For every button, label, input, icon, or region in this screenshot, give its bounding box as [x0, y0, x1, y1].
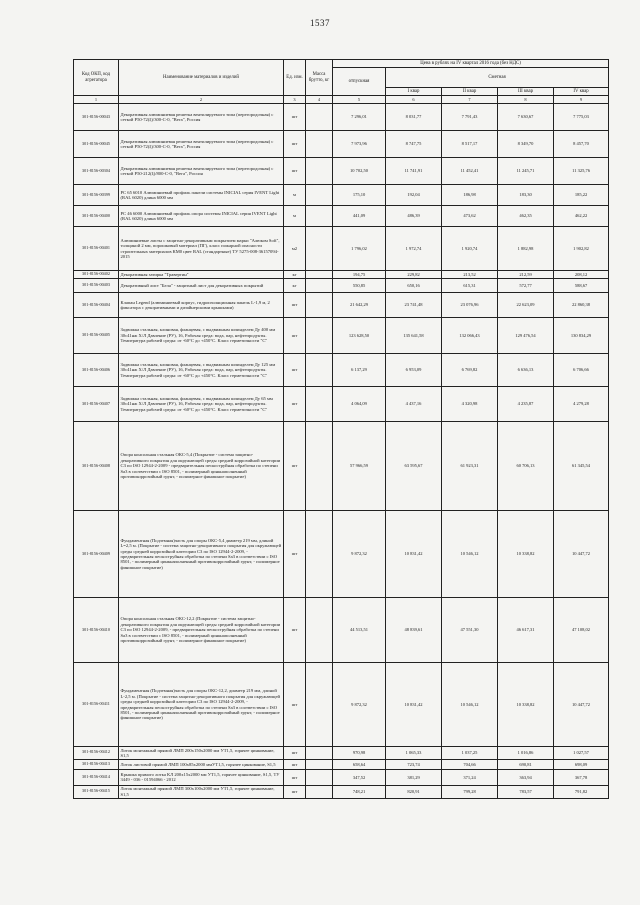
- row-unit: шт: [284, 785, 306, 798]
- row-unit: шт: [284, 354, 306, 387]
- row-price-q4: 208,12: [554, 271, 609, 279]
- header-estimate: Сметная: [386, 67, 609, 88]
- row-price-q2: 799,28: [442, 785, 498, 798]
- row-price-q2: 704,66: [442, 759, 498, 769]
- row-price-q4: 698,09: [554, 759, 609, 769]
- row-price-q1: 1 972,74: [386, 227, 442, 271]
- row-name: Опора консольная стальная ОКС-12,2 (Покрытие - система защитно-декоративного покрытия для окружающей среды средней коррозийной категории С3 по ISO 12944-2-2009, - предварительная пескоструйная обработка по степени Sa3 в соответствии с ISO 8501, - полимерный цинкнаполненный противокоррозийный грунт, - полимерное финишное покрытие): [119, 598, 284, 663]
- row-mass: [306, 422, 333, 511]
- column-index: 3: [284, 96, 306, 104]
- row-price-q3: 4 235,87: [498, 387, 554, 422]
- row-price-q1: 723,74: [386, 759, 442, 769]
- price-table: [73, 59, 609, 799]
- row-retail-price: 7 296,01: [333, 104, 386, 131]
- row-code: 301-8156-00399: [74, 185, 119, 206]
- row-price-q1: 6 953,09: [386, 354, 442, 387]
- table-row: [74, 206, 609, 227]
- row-retail-price: 123 628,50: [333, 318, 386, 354]
- row-mass: [306, 271, 333, 279]
- row-name: Алюминиевые листы с защитно-декоративным покрытием марки "Алюком Soft", толщиной 2 мм, порошковый материал (ПГ), класс пожарной опасности строительных материалов КМ0 цвет RAL (стандартные) ТУ 5275-008-36157094-2015: [119, 227, 284, 271]
- row-price-q2: 1 037,25: [442, 747, 498, 760]
- row-price-q3: 46 617,31: [498, 598, 554, 663]
- row-price-q4: 1 027,57: [554, 747, 609, 760]
- table-row: [74, 318, 609, 354]
- row-price-q1: 4 437,16: [386, 387, 442, 422]
- row-code: 301-8156-00402: [74, 271, 119, 279]
- column-index: 2: [119, 96, 284, 104]
- row-retail-price: 1 796,02: [333, 227, 386, 271]
- header-unit: Ед. изм.: [284, 60, 306, 96]
- row-price-q2: 23 076,96: [442, 293, 498, 318]
- row-name: Декоративная алюминиевая решетка вентилируемого типа (перегородочная) с сеткой Р50-72(ξ)/300-С-0, "Вега", Россия: [119, 131, 284, 158]
- row-mass: [306, 279, 333, 293]
- row-price-q1: 381,29: [386, 769, 442, 785]
- row-code: 301-8156-00408: [74, 422, 119, 511]
- row-price-q4: 61 345,54: [554, 422, 609, 511]
- row-price-q1: 650,16: [386, 279, 442, 293]
- row-price-q1: 23 741,48: [386, 293, 442, 318]
- row-retail-price: 57 966,59: [333, 422, 386, 511]
- row-price-q4: 10 447,72: [554, 663, 609, 747]
- row-mass: [306, 104, 333, 131]
- row-mass: [306, 598, 333, 663]
- row-mass: [306, 785, 333, 798]
- row-code: 301-8156-00409: [74, 511, 119, 598]
- table-row: [74, 131, 609, 158]
- row-price-q4: 8 457,70: [554, 131, 609, 158]
- row-code: 301-8156-00045: [74, 131, 119, 158]
- row-code: 301-8156-00406: [74, 354, 119, 387]
- column-index-row: [74, 96, 609, 104]
- column-index: 5: [333, 96, 386, 104]
- row-name: Декоративная затирка "Травертин": [119, 271, 284, 279]
- row-mass: [306, 293, 333, 318]
- row-name: Декоративный лист "Бела" - защитный лист для декоративных покрытий: [119, 279, 284, 293]
- row-unit: шт: [284, 769, 306, 785]
- row-code: 301-8156-00304: [74, 158, 119, 185]
- row-unit: кг: [284, 271, 306, 279]
- row-retail-price: 970,98: [333, 747, 386, 760]
- row-unit: шт: [284, 759, 306, 769]
- row-price-q3: 60 706,13: [498, 422, 554, 511]
- row-retail-price: 658,64: [333, 759, 386, 769]
- row-unit: кг: [284, 279, 306, 293]
- row-price-q3: 129 476,54: [498, 318, 554, 354]
- row-mass: [306, 511, 333, 598]
- row-code: 301-8156-00404: [74, 293, 119, 318]
- row-price-q2: 8 517,17: [442, 131, 498, 158]
- row-name: Задвижка стальная, клиновая, фланцевая, с выдвижным шпинделем Ду 65 мм 30с41нж Х/Л Давление (РУ), 16, Рабочая среда: вода, пар, нефтепродукты. Температура рабочей среды: от -60°С до +450°С. Класс герметичности "С": [119, 387, 284, 422]
- row-price-q3: 7 630,67: [498, 104, 554, 131]
- row-retail-price: 441,09: [333, 206, 386, 227]
- row-price-q3: 8 349,70: [498, 131, 554, 158]
- row-name: Фундаментная (Подземная)часть для опоры ОКС-5,4 диаметр 219 мм, длиной L=2,5 м. (Покрытие - система защитно-декоративного покрытия для окружающей среды средней коррозийной категории С3 по ISO 12944-2-2009, - предварительная пескоструйная обработка по степени Sa3 в соответствии с ISO 8501, - полимерный цинкнаполненный противокоррозийный грунт, - полимерное финишное покрытие): [119, 511, 284, 598]
- row-price-q4: 367,78: [554, 769, 609, 785]
- row-code: 301-8156-00410: [74, 598, 119, 663]
- column-index: 8: [498, 96, 554, 104]
- row-code: 301-8156-00415: [74, 785, 119, 798]
- row-name: Лоток монтажный прямой ЛМП 200х150х2000 мм УТ1,5, горячее цинкование, S1,5: [119, 747, 284, 760]
- header-price-group: Цена в рублях на IV квартал 2016 года (без НДС): [333, 60, 609, 68]
- row-mass: [306, 769, 333, 785]
- row-price-q4: 10 447,72: [554, 511, 609, 598]
- row-name: Декоративная алюминиевая решетка вентилируемого типа (перегородочная) с сеткой Р50-72(ξ)/300-С-0, "Вега", Россия: [119, 104, 284, 131]
- row-code: 301-8156-00401: [74, 227, 119, 271]
- row-price-q1: 8 747,75: [386, 131, 442, 158]
- row-name: Опора консольная стальная ОКС-5,4 (Покрытие - система защитно-декоративного покрытия для окружающей среды средней коррозийной категории С3 по ISO 12944-2-2009 - предварительная пескоструйная обработка по степени Sa3 в соответствии с ISO 8501, - полимерный цинкнаполненный противокоррозийный грунт, - полимерное финишное покрытие): [119, 422, 284, 511]
- row-price-q4: 22 860,38: [554, 293, 609, 318]
- row-price-q3: 462,35: [498, 206, 554, 227]
- row-price-q4: 7 775,03: [554, 104, 609, 131]
- row-price-q2: 47 551,30: [442, 598, 498, 663]
- table-row: [74, 104, 609, 131]
- row-price-q4: 6 706,66: [554, 354, 609, 387]
- row-price-q3: 10 338,82: [498, 663, 554, 747]
- row-name: Задвижка стальная, клиновая, фланцевая, с выдвижным шпинделем Ду 400 мм 30с41нж Х/Л Давление (РУ), 16, Рабочая среда: вода, пар, нефтепродукты. Температура рабочей среды: от -60°С до +450°С. Класс герметичности "С": [119, 318, 284, 354]
- table-row: [74, 158, 609, 185]
- row-retail-price: 194,75: [333, 271, 386, 279]
- row-price-q2: 7 791,43: [442, 104, 498, 131]
- row-price-q3: 6 636,13: [498, 354, 554, 387]
- row-price-q2: 4 320,98: [442, 387, 498, 422]
- column-index: 6: [386, 96, 442, 104]
- row-price-q3: 363,94: [498, 769, 554, 785]
- row-price-q3: 212,59: [498, 271, 554, 279]
- row-price-q1: 10 831,42: [386, 511, 442, 598]
- row-retail-price: 748,21: [333, 785, 386, 798]
- row-price-q1: 11 741,91: [386, 158, 442, 185]
- row-name: PC 65 6010 Алюминиевый профиль панели системы INICIAL серия IVENT Light (RAL 6020) длина 6000 мм: [119, 185, 284, 206]
- column-index: 7: [442, 96, 498, 104]
- row-name: Крышка прямого лотка КЛ 200х15х2000 мм УТ1,5, горячее цинкование, S1,5, ТУ 3449 - 036 - 01594066 - 2012: [119, 769, 284, 785]
- row-unit: м2: [284, 227, 306, 271]
- row-price-q1: 486,39: [386, 206, 442, 227]
- row-retail-price: 44 513,51: [333, 598, 386, 663]
- row-mass: [306, 227, 333, 271]
- row-price-q3: 572,77: [498, 279, 554, 293]
- row-mass: [306, 185, 333, 206]
- row-unit: шт: [284, 511, 306, 598]
- row-retail-price: 347,52: [333, 769, 386, 785]
- row-price-q2: 473,62: [442, 206, 498, 227]
- row-price-q2: 10 546,12: [442, 511, 498, 598]
- row-code: 301-8156-00414: [74, 769, 119, 785]
- row-name: Клапан Legend (алюминиевый корпус, гидроизоляционная панель L-1,9 м, 2 фиксатора с декоративными и дизайнерскими крышками): [119, 293, 284, 318]
- row-price-q3: 183,30: [498, 185, 554, 206]
- row-price-q1: 8 031,77: [386, 104, 442, 131]
- table-row: [74, 293, 609, 318]
- row-code: 301-8156-00400: [74, 206, 119, 227]
- row-price-q4: 4 279,28: [554, 387, 609, 422]
- row-price-q3: 783,57: [498, 785, 554, 798]
- table-row: [74, 271, 609, 279]
- row-retail-price: 4 064,09: [333, 387, 386, 422]
- row-unit: шт: [284, 387, 306, 422]
- row-price-q1: 192,04: [386, 185, 442, 206]
- header-retail: отпускная: [333, 67, 386, 95]
- row-mass: [306, 663, 333, 747]
- row-unit: шт: [284, 104, 306, 131]
- row-price-q1: 229,82: [386, 271, 442, 279]
- row-unit: шт: [284, 158, 306, 185]
- row-price-q2: 615,31: [442, 279, 498, 293]
- row-retail-price: 9 872,32: [333, 511, 386, 598]
- row-mass: [306, 318, 333, 354]
- row-price-q1: 10 831,42: [386, 663, 442, 747]
- row-retail-price: 550,85: [333, 279, 386, 293]
- row-mass: [306, 131, 333, 158]
- table-body: [74, 104, 609, 799]
- row-price-q4: 462,22: [554, 206, 609, 227]
- row-price-q2: 1 920,74: [442, 227, 498, 271]
- row-retail-price: 10 702,50: [333, 158, 386, 185]
- table-row: [74, 354, 609, 387]
- row-price-q4: 130 834,29: [554, 318, 609, 354]
- row-mass: [306, 747, 333, 760]
- row-code: 301-8156-00403: [74, 279, 119, 293]
- row-price-q1: 1 065,33: [386, 747, 442, 760]
- row-name: Декоративная алюминиевая решетка вентилируемого типа (перегородочная) с сеткой Р50-212(ξ)/800-С-0, "Вега", Россия: [119, 158, 284, 185]
- row-unit: шт: [284, 318, 306, 354]
- header-q4: IV квар: [554, 88, 609, 96]
- table-row: [74, 279, 609, 293]
- row-unit: м: [284, 185, 306, 206]
- row-price-q4: 185,22: [554, 185, 609, 206]
- row-retail-price: 6 137,29: [333, 354, 386, 387]
- table-row: [74, 387, 609, 422]
- row-retail-price: 9 872,32: [333, 663, 386, 747]
- row-price-q4: 588,67: [554, 279, 609, 293]
- row-price-q2: 371,24: [442, 769, 498, 785]
- table-row: [74, 422, 609, 511]
- row-code: 301-8156-00412: [74, 747, 119, 760]
- row-name: PC 46 6000 Алюминиевый профиль опора системы INICIAL серия IVENT Light (RAL 6020) длина 6000 мм: [119, 206, 284, 227]
- row-unit: шт: [284, 293, 306, 318]
- row-price-q2: 213,52: [442, 271, 498, 279]
- column-index: 4: [306, 96, 333, 104]
- row-price-q3: 690,81: [498, 759, 554, 769]
- row-unit: шт: [284, 598, 306, 663]
- row-mass: [306, 158, 333, 185]
- row-name: Фундаментная (Подземная)часть для опоры ОКС-12,2, диаметр 219 мм, длиной L-2,5 м. (Покрытие - система защитно-декоративного покрытия для окружающей среды средней коррозийной категории С3 по ISO 12944-2-2009, - предварительная пескоструйная обработка по степени Sa3 в соответствии с ISO 8501, - полимерный цинкнаполненный противокоррозийный грунт, - полимерное финишное покрытие): [119, 663, 284, 747]
- row-unit: шт: [284, 663, 306, 747]
- table-row: [74, 185, 609, 206]
- row-price-q1: 48 839,61: [386, 598, 442, 663]
- header-name: Наименование материалов и изделий: [119, 60, 284, 96]
- row-retail-price: 21 642,29: [333, 293, 386, 318]
- row-mass: [306, 206, 333, 227]
- row-code: 301-8156-00407: [74, 387, 119, 422]
- row-code: 301-8156-00413: [74, 759, 119, 769]
- table-row: [74, 759, 609, 769]
- table-row: [74, 511, 609, 598]
- header-q2: II квар: [442, 88, 498, 96]
- row-price-q2: 11 452,41: [442, 158, 498, 185]
- table-row: [74, 598, 609, 663]
- row-price-q2: 186,98: [442, 185, 498, 206]
- row-code: 301-8156-00411: [74, 663, 119, 747]
- header-code: Код ОКП, код агрегатора: [74, 60, 119, 96]
- header-q1: I квар: [386, 88, 442, 96]
- table-header: [74, 60, 609, 104]
- header-mass: Масса брутто, кг: [306, 60, 333, 96]
- column-index: 9: [554, 96, 609, 104]
- row-price-q3: 1 882,98: [498, 227, 554, 271]
- row-price-q3: 22 623,09: [498, 293, 554, 318]
- row-mass: [306, 759, 333, 769]
- row-retail-price: 7 973,96: [333, 131, 386, 158]
- row-price-q1: 135 641,58: [386, 318, 442, 354]
- row-price-q1: 63 595,67: [386, 422, 442, 511]
- row-retail-price: 175,10: [333, 185, 386, 206]
- row-unit: шт: [284, 131, 306, 158]
- row-price-q2: 6 769,82: [442, 354, 498, 387]
- row-price-q2: 10 546,12: [442, 663, 498, 747]
- row-price-q4: 47 108,02: [554, 598, 609, 663]
- row-mass: [306, 387, 333, 422]
- row-unit: м: [284, 206, 306, 227]
- row-unit: шт: [284, 747, 306, 760]
- column-index: 1: [74, 96, 119, 104]
- table-row: [74, 747, 609, 760]
- row-price-q2: 61 923,31: [442, 422, 498, 511]
- table-row: [74, 663, 609, 747]
- row-name: Лоток листовой прямой ЛМП 100х85х2000 ммУТ1,5, горячее цинкование, S1,5: [119, 759, 284, 769]
- row-unit: шт: [284, 422, 306, 511]
- row-price-q4: 791,82: [554, 785, 609, 798]
- row-name: Лоток монтажный прямой ЛМП 300х100х2000 мм УТ1,5, горячее цинкование, S1,5: [119, 785, 284, 798]
- page-number: 1537: [310, 18, 330, 28]
- row-code: 301-8156-00043: [74, 104, 119, 131]
- table-row: [74, 785, 609, 798]
- table-row: [74, 769, 609, 785]
- row-price-q3: 1 016,86: [498, 747, 554, 760]
- row-price-q3: 10 338,82: [498, 511, 554, 598]
- row-price-q4: 11 325,76: [554, 158, 609, 185]
- row-price-q3: 11 245,71: [498, 158, 554, 185]
- row-name: Задвижка стальная, клиновая, фланцевая, с выдвижным шпинделем Ду 125 мм 30с41нж Х/Л Давление (РУ), 16, Рабочая среда: вода, пар, нефтепродукты. Температура рабочей среды: от -60°С до +450°С. Класс герметичности "С": [119, 354, 284, 387]
- row-price-q1: 820,91: [386, 785, 442, 798]
- row-code: 301-8156-00405: [74, 318, 119, 354]
- table-row: [74, 227, 609, 271]
- row-price-q2: 132 066,43: [442, 318, 498, 354]
- row-mass: [306, 354, 333, 387]
- row-price-q4: 1 902,82: [554, 227, 609, 271]
- header-q3: III квар: [498, 88, 554, 96]
